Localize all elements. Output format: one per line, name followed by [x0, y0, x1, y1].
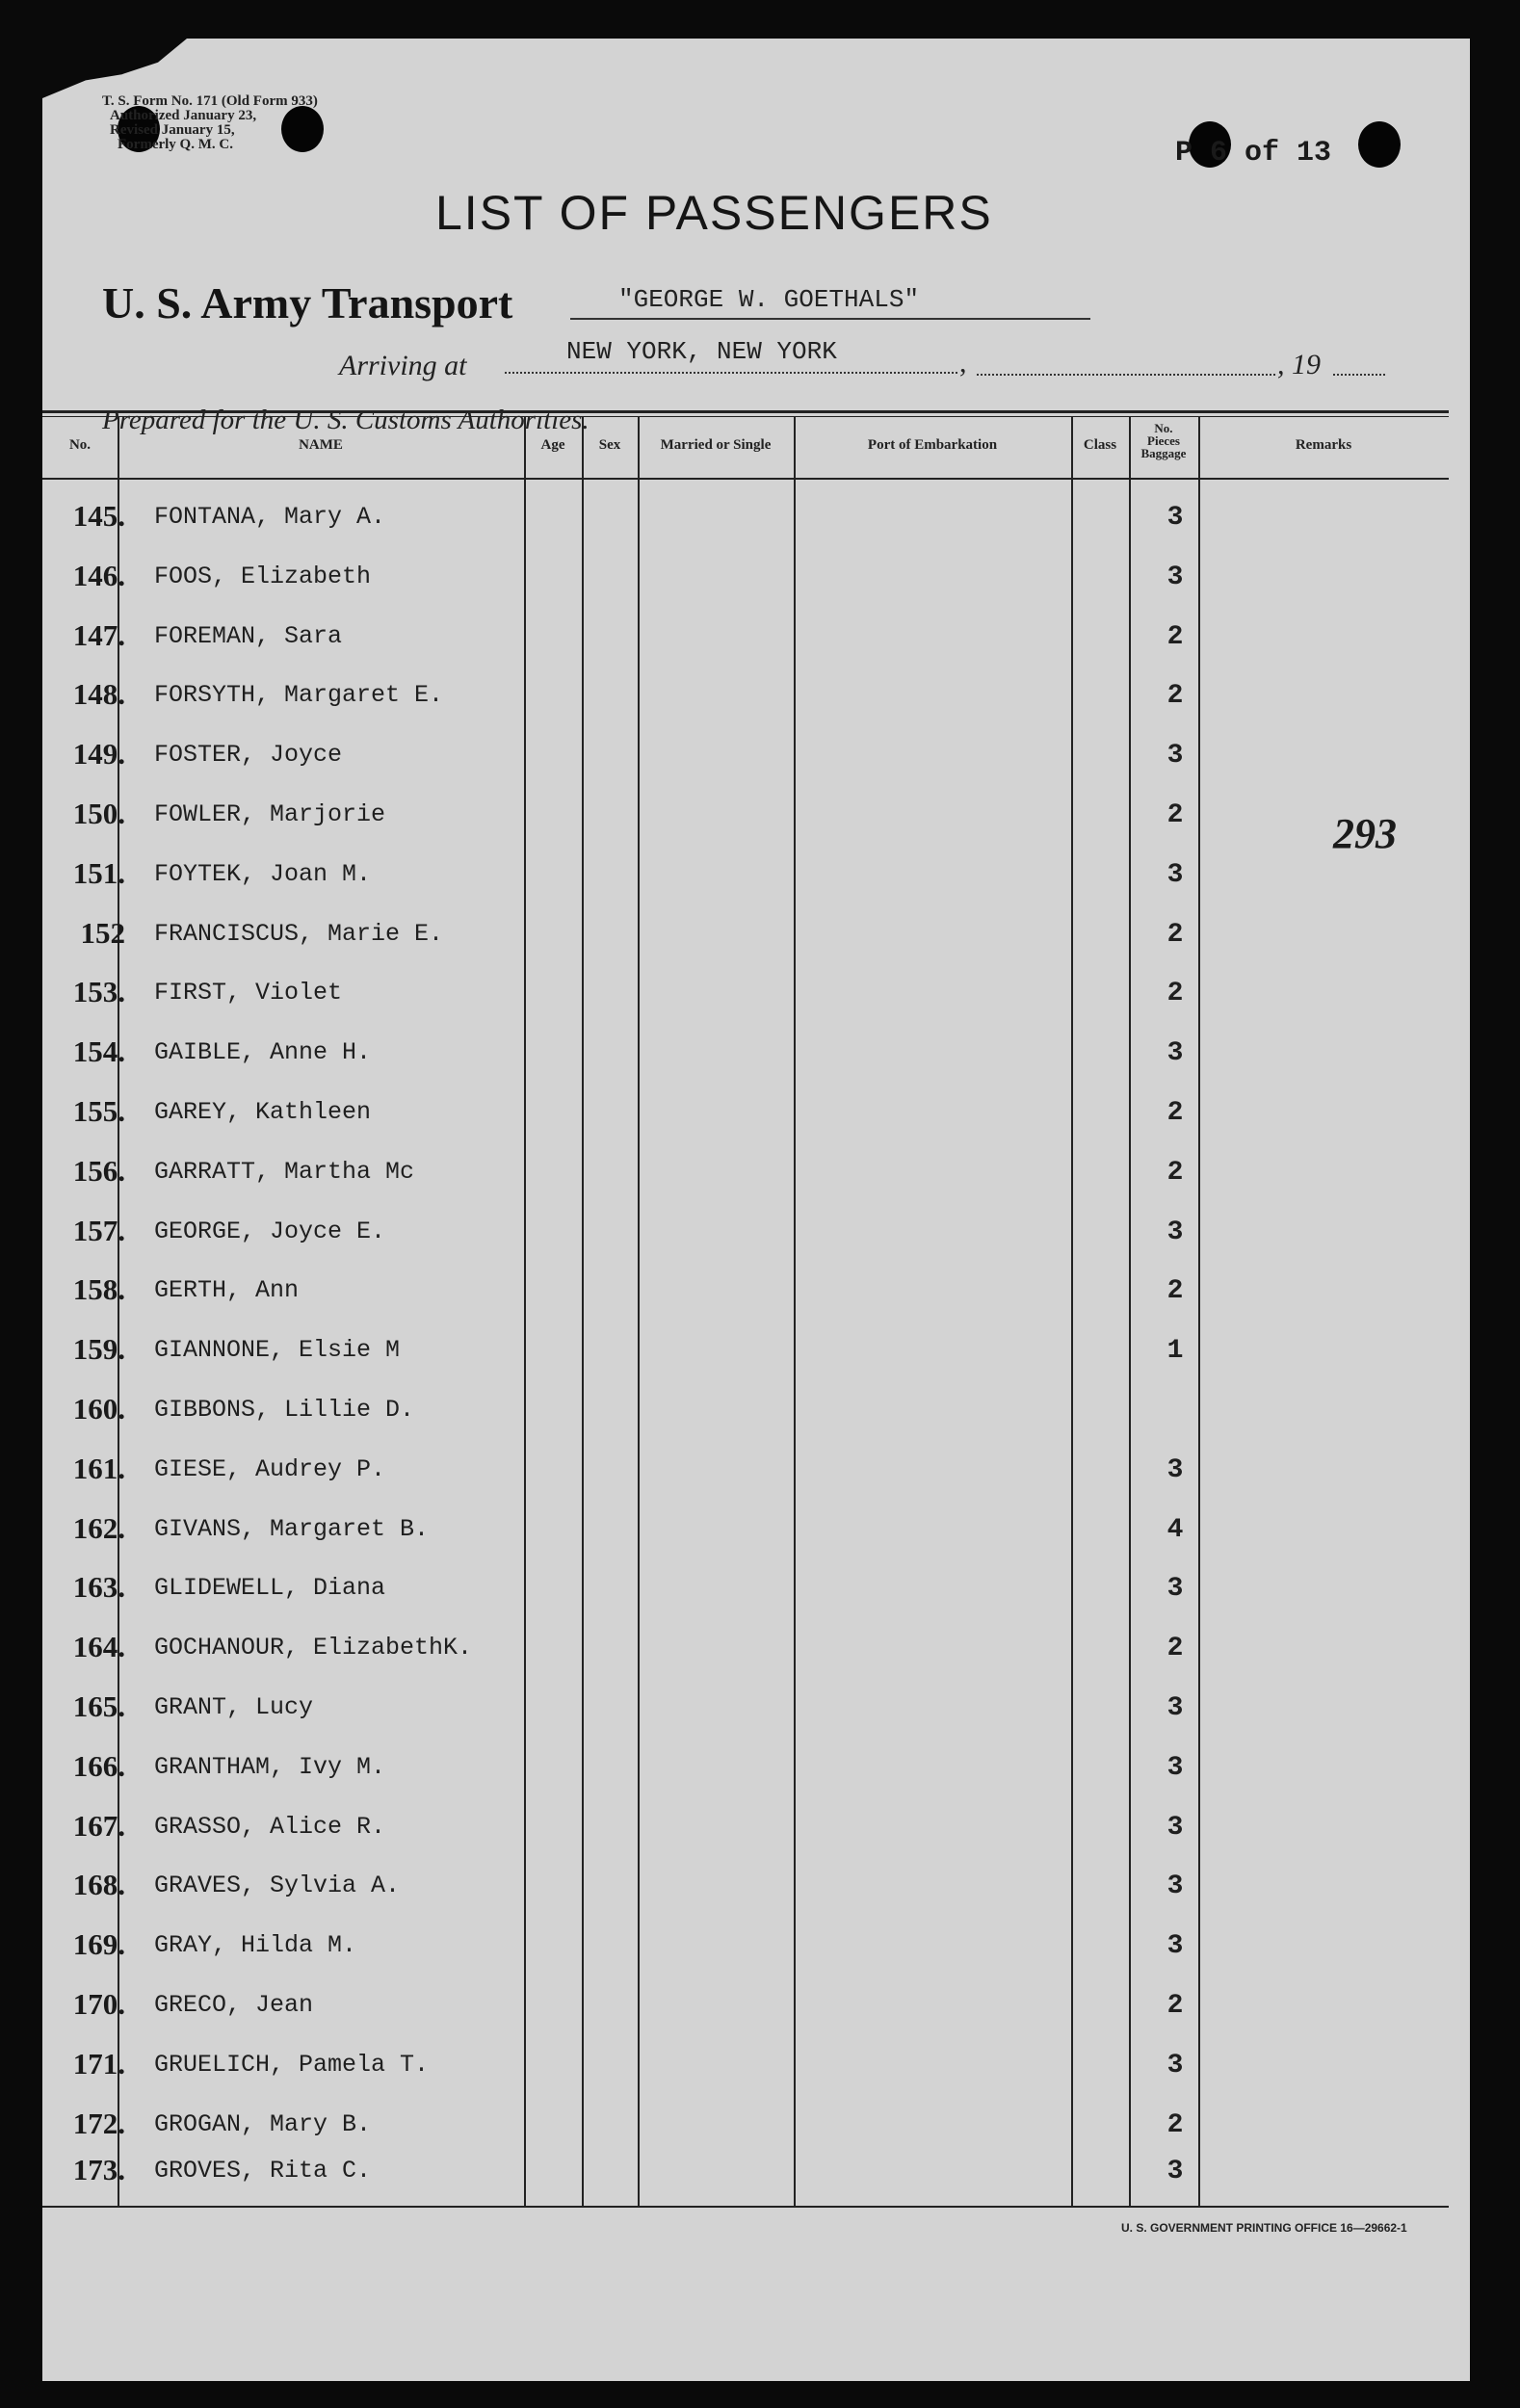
table-row: [42, 1987, 1449, 2026]
passenger-name: GRANT, Lucy: [154, 1693, 314, 1721]
punch-hole: [1358, 121, 1401, 168]
year-blank: [1333, 374, 1385, 376]
passenger-name: GRAVES, Sylvia A.: [154, 1871, 401, 1899]
torn-corner: [42, 39, 187, 98]
baggage-count: 2: [1166, 979, 1184, 1008]
table-row: [42, 1511, 1449, 1550]
passenger-name: FORSYTH, Margaret E.: [154, 681, 444, 709]
passenger-name: GARRATT, Martha Mc: [154, 1158, 415, 1186]
passenger-number: 158.: [72, 1272, 125, 1306]
col-header-married: Married or Single: [660, 437, 772, 453]
col-header-no: No.: [68, 437, 92, 453]
col-header-port: Port of Embarkation: [867, 437, 998, 453]
table-row: [42, 856, 1449, 895]
baggage-count: 2: [1166, 920, 1184, 950]
table-top-rule-2: [42, 416, 1449, 417]
col-header-baggage-l2: Pieces: [1147, 433, 1180, 448]
baggage-count: 3: [1166, 1455, 1184, 1485]
passenger-number: 161.: [72, 1452, 125, 1485]
table-row: [42, 677, 1449, 716]
table-row: [42, 618, 1449, 657]
table-row: [42, 916, 1449, 955]
printing-office-footer: U. S. GOVERNMENT PRINTING OFFICE 16—29662-1: [1121, 2221, 1407, 2235]
passenger-name: FOOS, Elizabeth: [154, 563, 372, 590]
document-title: LIST OF PASSENGERS: [435, 186, 993, 240]
passenger-number: 149.: [72, 737, 125, 771]
passenger-number: 153.: [72, 975, 125, 1008]
table-row: [42, 499, 1449, 537]
passenger-name: FOSTER, Joyce: [154, 741, 343, 769]
table-row: [42, 1809, 1449, 1847]
passenger-number: 154.: [72, 1034, 125, 1068]
passenger-name: GIANNONE, Elsie M: [154, 1336, 401, 1364]
passenger-number: 166.: [72, 1749, 125, 1783]
baggage-count: 3: [1166, 860, 1184, 890]
passenger-name: GEORGE, Joyce E.: [154, 1217, 386, 1245]
passenger-number: 146.: [72, 559, 125, 592]
passenger-name: GLIDEWELL, Diana: [154, 1574, 386, 1602]
passenger-number: 147.: [72, 618, 125, 652]
passenger-name: GIBBONS, Lillie D.: [154, 1396, 415, 1424]
date-blank: [977, 374, 1275, 376]
table-row: [42, 1570, 1449, 1609]
baggage-count: 3: [1166, 563, 1184, 592]
table-row: [42, 1927, 1449, 1966]
baggage-count: 3: [1166, 2157, 1184, 2186]
passenger-number: 156.: [72, 1154, 125, 1188]
passenger-name: GIESE, Audrey P.: [154, 1455, 386, 1483]
baggage-count: 3: [1166, 741, 1184, 771]
form-formerly: Formerly Q. M. C.: [118, 137, 233, 152]
passenger-name: GERTH, Ann: [154, 1276, 300, 1304]
baggage-count: 2: [1166, 1098, 1184, 1128]
passenger-number: 148.: [72, 677, 125, 711]
baggage-count: 3: [1166, 1038, 1184, 1068]
remark-handwritten-number: 293: [1333, 810, 1397, 857]
baggage-count: 2: [1166, 800, 1184, 830]
col-header-baggage-l3: Baggage: [1140, 446, 1187, 460]
table-top-rule: [42, 410, 1449, 413]
arriving-port: NEW YORK, NEW YORK: [505, 337, 957, 374]
baggage-count: 3: [1166, 1693, 1184, 1723]
passenger-list-document: [42, 39, 1470, 2381]
transport-name: "GEORGE W. GOETHALS": [570, 285, 1090, 320]
baggage-count: 2: [1166, 1991, 1184, 2021]
passenger-name: GRAY, Hilda M.: [154, 1931, 357, 1959]
passenger-number: 160.: [72, 1392, 125, 1426]
form-revised: Revised January 15,: [110, 122, 235, 138]
arriving-comma: ,: [959, 347, 967, 379]
baggage-count: 2: [1166, 1634, 1184, 1663]
form-number: T. S. Form No. 171 (Old Form 933): [102, 93, 318, 109]
passenger-name: GIVANS, Margaret B.: [154, 1515, 430, 1543]
passenger-number: 152: [80, 916, 125, 950]
baggage-count: 3: [1166, 1813, 1184, 1843]
passenger-name: FOREMAN, Sara: [154, 622, 343, 650]
baggage-count: 2: [1166, 1276, 1184, 1306]
baggage-count: 3: [1166, 1931, 1184, 1961]
baggage-count: 2: [1166, 622, 1184, 652]
passenger-number: 169.: [72, 1927, 125, 1961]
table-row: [42, 1689, 1449, 1728]
baggage-count: 4: [1166, 1515, 1184, 1545]
passenger-number: 170.: [72, 1987, 125, 2021]
passenger-number: 157.: [72, 1214, 125, 1247]
passenger-name: FIRST, Violet: [154, 979, 343, 1007]
passenger-number: 151.: [72, 856, 125, 890]
passenger-name: FOWLER, Marjorie: [154, 800, 386, 828]
passenger-number: 159.: [72, 1332, 125, 1366]
table-row: [42, 737, 1449, 775]
transport-label: U. S. Army Transport: [102, 278, 513, 327]
passenger-name: GRUELICH, Pamela T.: [154, 2051, 430, 2079]
passenger-number: 172.: [72, 2107, 125, 2140]
page-number: P 6 of 13: [1175, 137, 1332, 170]
baggage-count: 3: [1166, 1574, 1184, 1604]
form-authorized: Authorized January 23,: [110, 108, 257, 123]
passenger-name: GRECO, Jean: [154, 1991, 314, 2019]
passenger-name: GRASSO, Alice R.: [154, 1813, 386, 1841]
table-row: [42, 1154, 1449, 1192]
table-row: [42, 2047, 1449, 2085]
table-row: [42, 2153, 1449, 2191]
baggage-count: 3: [1166, 1217, 1184, 1247]
arriving-label: Arriving at: [339, 350, 467, 381]
passenger-number: 171.: [72, 2047, 125, 2081]
table-row: [42, 1332, 1449, 1371]
table-row: [42, 2107, 1449, 2145]
passenger-number: 163.: [72, 1570, 125, 1604]
table-row: [42, 1214, 1449, 1252]
col-header-baggage-l1: No.: [1154, 421, 1173, 435]
passenger-name: GRANTHAM, Ivy M.: [154, 1753, 386, 1781]
table-row: [42, 559, 1449, 597]
year-label: , 19: [1277, 349, 1321, 380]
table-row: [42, 1094, 1449, 1133]
baggage-count: 3: [1166, 1871, 1184, 1901]
passenger-number: 150.: [72, 797, 125, 830]
table-row: [42, 1034, 1449, 1073]
passenger-name: GROVES, Rita C.: [154, 2157, 372, 2185]
passenger-name: FRANCISCUS, Marie E.: [154, 920, 444, 948]
col-header-class: Class: [1083, 437, 1117, 453]
baggage-count: 1: [1166, 1336, 1184, 1366]
table-row: [42, 1868, 1449, 1906]
table-row: [42, 1452, 1449, 1490]
col-header-remarks: Remarks: [1295, 437, 1352, 453]
passenger-number: 162.: [72, 1511, 125, 1545]
passenger-name: GOCHANOUR, ElizabethK.: [154, 1634, 473, 1662]
table-row: [42, 1630, 1449, 1668]
table-row: [42, 797, 1449, 835]
prepared-for: Prepared for the U. S. Customs Authorities.: [102, 405, 590, 435]
table-row: [42, 975, 1449, 1013]
baggage-count: 3: [1166, 2051, 1184, 2081]
baggage-count: 3: [1166, 503, 1184, 533]
table-row: [42, 1392, 1449, 1430]
passenger-name: FONTANA, Mary A.: [154, 503, 386, 531]
passenger-name: FOYTEK, Joan M.: [154, 860, 372, 888]
passenger-number: 167.: [72, 1809, 125, 1843]
baggage-count: 2: [1166, 2110, 1184, 2140]
passenger-name: GAIBLE, Anne H.: [154, 1038, 372, 1066]
passenger-number: 168.: [72, 1868, 125, 1901]
table-header-rule: [42, 478, 1449, 480]
table-row: [42, 1749, 1449, 1788]
col-header-name: NAME: [299, 437, 343, 453]
baggage-count: 3: [1166, 1753, 1184, 1783]
col-header-age: Age: [540, 437, 565, 453]
passenger-number: 145.: [72, 499, 125, 533]
baggage-count: 2: [1166, 681, 1184, 711]
col-header-baggage: [1129, 422, 1198, 459]
passenger-number: 165.: [72, 1689, 125, 1723]
passenger-number: 164.: [72, 1630, 125, 1663]
passenger-name: GAREY, Kathleen: [154, 1098, 372, 1126]
table-bottom-rule: [42, 2206, 1449, 2208]
passenger-number: 155.: [72, 1094, 125, 1128]
table-row: [42, 1272, 1449, 1311]
passenger-name: GROGAN, Mary B.: [154, 2110, 372, 2138]
passenger-number: 173.: [72, 2153, 125, 2186]
col-header-sex: Sex: [598, 437, 621, 453]
form-identifier: [102, 94, 318, 152]
baggage-count: 2: [1166, 1158, 1184, 1188]
